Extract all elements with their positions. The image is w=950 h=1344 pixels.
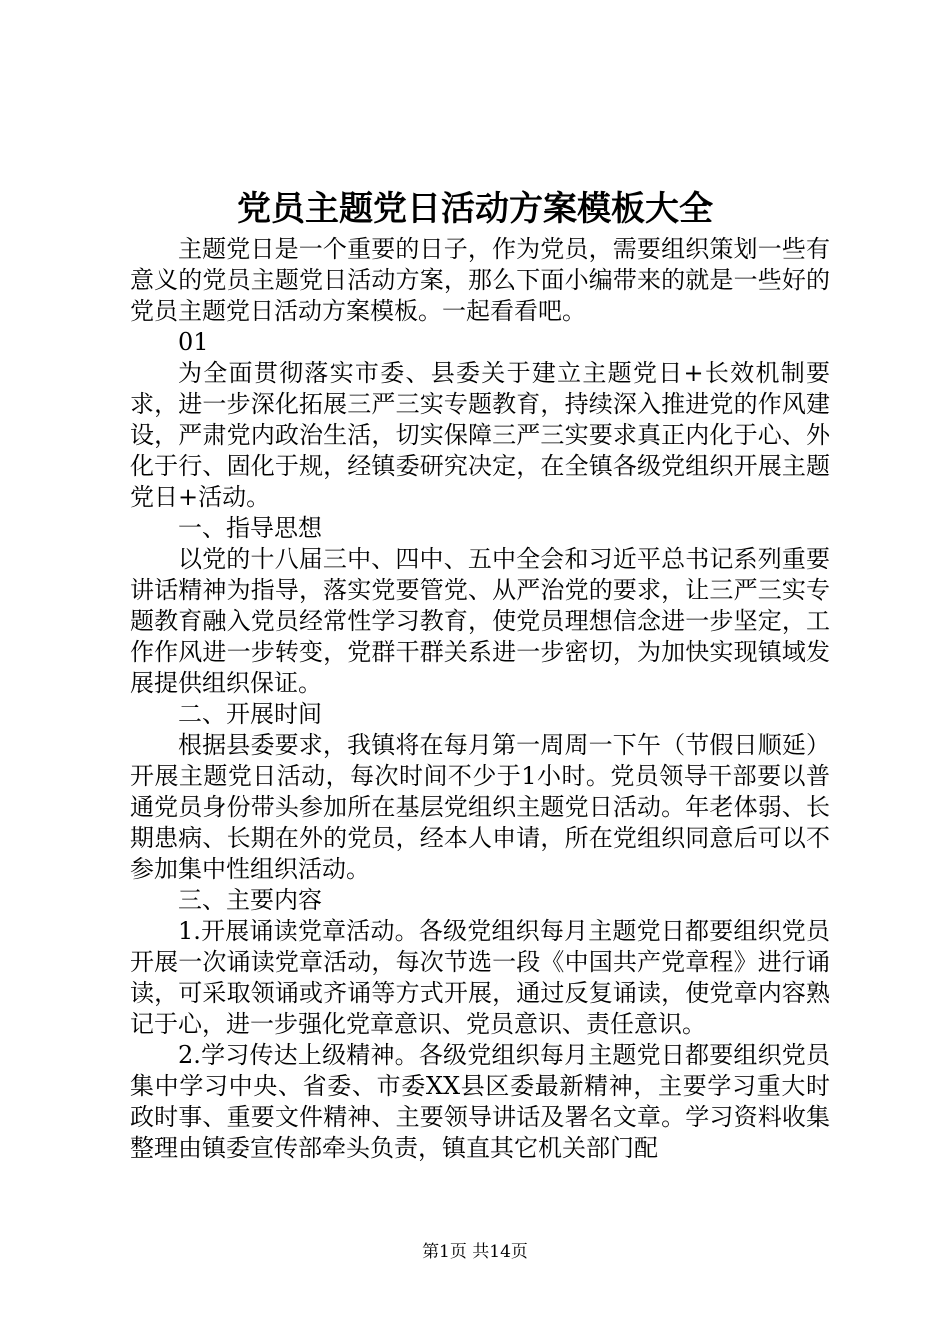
paragraph-intro: 主题党日是一个重要的日子，作为党员，需要组织策划一些有意义的党员主题党日活动方案，那么下面小编带来的就是一些好的党员主题党日活动方案模板。一起看看吧。 [130, 235, 830, 325]
paragraph-section-number: 01 [178, 328, 209, 356]
paragraph-guiding-ideology: 以党的十八届三中、四中、五中全会和习近平总书记系列重要讲话精神为指导，落实党要管党、从严治党的要求，让三严三实专题教育融入党员经常性学习教育，使党员理想信念进一步坚定，工作作风进一步转变，党群干群关系进一步密切，为加快实现镇域发展提供组织保证。 [130, 545, 830, 697]
page-number-footer: 第1页 共14页 [422, 1242, 528, 1262]
document-title: 党员主题党日活动方案模板大全 [237, 189, 713, 229]
paragraph-purpose: 为全面贯彻落实市委、县委关于建立主题党日+长效机制要求，进一步深化拓展三严三实专题教育，持续深入推进党的作风建设，严肃党内政治生活，切实保障三严三实要求真正内化于心、外化于行、固化于规，经镇委研究决定，在全镇各级党组织开展主题党日+活动。 [130, 359, 830, 511]
document-body [130, 234, 830, 1164]
heading-guiding-ideology: 一、指导思想 [178, 514, 322, 542]
paragraph-content-item-1: 1.开展诵读党章活动。各级党组织每月主题党日都要组织党员开展一次诵读党章活动，每次节选一段《中国共产党章程》进行诵读，可采取领诵或齐诵等方式开展，通过反复诵读，使党章内容熟记于心，进一步强化党章意识、党员意识、责任意识。 [130, 917, 830, 1038]
paragraph-schedule: 根据县委要求，我镇将在每月第一周周一下午（节假日顺延）开展主题党日活动，每次时间不少于1小时。党员领导干部要以普通党员身份带头参加所在基层党组织主题党日活动。年老体弱、长期患病、长期在外的党员，经本人申请，所在党组织同意后可以不参加集中性组织活动。 [130, 731, 830, 883]
heading-schedule: 二、开展时间 [178, 700, 322, 728]
heading-main-content: 三、主要内容 [178, 886, 322, 914]
paragraph-content-item-2: 2.学习传达上级精神。各级党组织每月主题党日都要组织党员集中学习中央、省委、市委XX县区委最新精神，主要学习重大时政时事、重要文件精神、主要领导讲话及署名文章。学习资料收集整理由镇委宣传部牵头负责，镇直其它机关部门配 [130, 1041, 830, 1162]
